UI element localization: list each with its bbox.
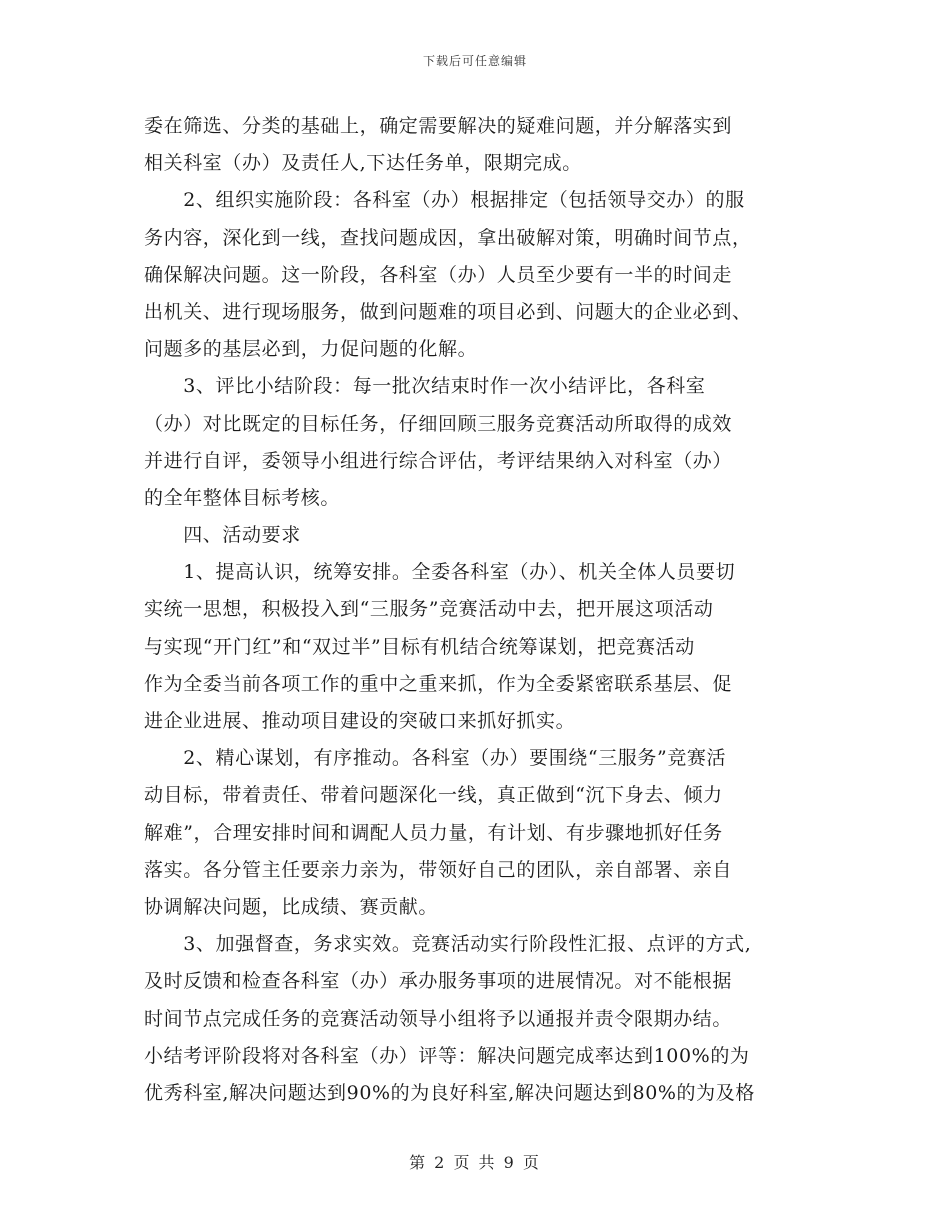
paragraph-line: 相关科室（办）及责任人,下达任务单，限期完成。 xyxy=(144,152,582,175)
paragraph-line: 动目标，带着责任、带着问题深化一线，真正做到“沉下身去、倾力 xyxy=(144,784,723,807)
paragraph-line: 小结考评阶段将对各科室（办）评等：解决问题完成率达到100%的为 xyxy=(144,1044,750,1067)
paragraph-line: 时间节点完成任务的竞赛活动领导小组将予以通报并责令限期办结。 xyxy=(144,1007,733,1030)
paragraph-line: 3、加强督查，务求实效。竞赛活动实行阶段性汇报、点评的方式, xyxy=(144,933,752,956)
page-header: 下载后可任意编辑 xyxy=(422,54,527,68)
paragraph-line: 2、精心谋划，有序推动。各科室（办）要围绕“三服务”竞赛活 xyxy=(144,747,727,770)
paragraph-line: 委在筛选、分类的基础上，确定需要解决的疑难问题，并分解落实到 xyxy=(144,115,733,137)
paragraph-line: 协调解决问题，比成绩、赛贡献。 xyxy=(144,895,439,918)
paragraph-line: 并进行自评，委领导小组进行综合评估，考评结果纳入对科室（办） xyxy=(144,449,733,472)
paragraph-line: 作为全委当前各项工作的重中之重来抓，作为全委紧密联系基层、促 xyxy=(144,672,733,695)
paragraph-line: 出机关、进行现场服务，做到问题难的项目必到、问题大的企业必到、 xyxy=(144,300,752,323)
paragraph-line: 与实现“开门红”和“双过半”目标有机结合统筹谋划，把竞赛活动 xyxy=(144,635,695,658)
paragraph-line: 进企业进展、推动项目建设的突破口来抓好抓实。 xyxy=(144,710,576,732)
section-heading: 四、活动要求 xyxy=(144,524,301,547)
page-number: 第 2 页 共 9 页 xyxy=(409,1153,541,1172)
paragraph-line: 的全年整体目标考核。 xyxy=(144,486,341,509)
paragraph-line: 3、评比小结阶段：每一批次结束时作一次小结评比，各科室 xyxy=(144,375,706,398)
paragraph-line: 务内容，深化到一线，查找问题成因，拿出破解对策，明确时间节点， xyxy=(144,226,752,249)
paragraph-line: 实统一思想，积极投入到“三服务”竞赛活动中去，把开展这项活动 xyxy=(144,598,714,621)
paragraph-line: 解难”，合理安排时间和调配人员力量，有计划、有步骤地抓好任务 xyxy=(144,821,723,844)
document-body xyxy=(144,108,824,1112)
paragraph-line: 问题多的基层必到，力促问题的化解。 xyxy=(144,338,478,361)
paragraph-line: （办）对比既定的目标任务，仔细回顾三服务竞赛活动所取得的成效 xyxy=(144,412,733,435)
paragraph-line: 确保解决问题。这一阶段，各科室（办）人员至少要有一半的时间走 xyxy=(144,263,733,286)
paragraph-line: 2、组织实施阶段：各科室（办）根据排定（包括领导交办）的服 xyxy=(144,189,745,212)
paragraph-line: 1、提高认识，统筹安排。全委各科室（办）、机关全体人员要切 xyxy=(144,561,736,584)
paragraph-line: 及时反馈和检查各科室（办）承办服务事项的进展情况。对不能根据 xyxy=(144,970,733,993)
paragraph-line: 落实。各分管主任要亲力亲为，带领好自己的团队，亲自部署、亲自 xyxy=(144,858,733,881)
paragraph-line: 优秀科室,解决问题达到90%的为良好科室,解决问题达到80%的为及格 xyxy=(144,1081,755,1104)
